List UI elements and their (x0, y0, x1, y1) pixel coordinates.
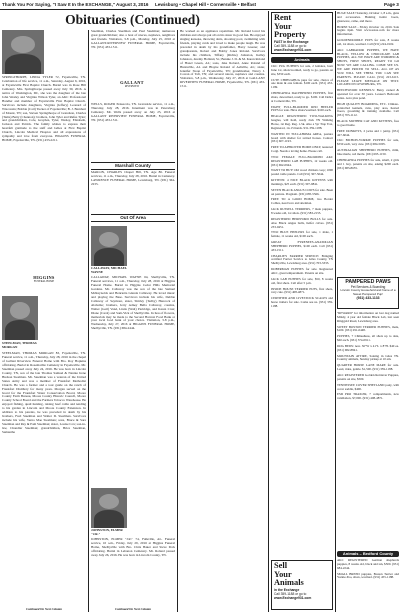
pampered-ad-sub: Pet Services & Boarding (350, 285, 386, 289)
classified-ad: GREAT PYRENEES-ANATOLIAN SHEPHERD PUPPIES, $100 each. Call (931) 433-1511. (271, 240, 333, 252)
steelman-obituary: STEELMAN, THOMAS MORGAN 83, Fayetteville, TN. Funeral service, 11 a.m., Thursday, July 28, 2016 in the chapel of Gallant Riverview Funeral Home with Bro. Roy Hopkins officiating. Burial in Rosemarble Cemetery in Fayetteville. Mr. Steelman passed away July 24, 2016. He was born in Lincoln County, TN, son of the late Thomas Samuel & Nannie Irene Hudson Steelman. Mr. Steelman was a veteran of the United States Army and was a member of Frankfort Methodist Church. He was a farmer and a tour guide on the ranch of Frankfort Distillery for many years. Morgan served on the board for the Frankfort Water Conservation Board, Moore County Farm Bureau, Moore County Historic Council, Moore County School Board and the Farmers Tobacco Warehouse. He enjoyed fishing, quail hunting, raising beef cattle and tending to his garden in Lincoln and Moore County Extension. In addition to his parents, he was preceded in death by his brothers, Fred Steelman and Walter D. Steelman. Survivors include his wife, Verna Mae Steelman; sons, Bruce & Sara Steelman and Ray & Pam Steelman; sister, Louise Cox; son-in-law, Chandler Steelman; grandchildren, Brice Steelman, Samantha (2, 352, 86, 435)
sell-ad-line6: www.Exchange931.com (274, 595, 312, 600)
classified-ad: PUPPIES, 7 Chihuahuas, all shots up to date, $60 each. (931) 374-0911. (337, 334, 399, 343)
classified-ad: DOBERMAN PUPPIES for sale. Registered AKC, great temperament. Parents on site. (271, 267, 333, 275)
classified-ad: CUTE CHIHUAHUA pups for sale, choice of one male & one female. $100 each. (931) 433-1199. (271, 77, 333, 90)
sell-ad-line1: Sell (274, 561, 288, 570)
higgins-funeral-home-logo (14, 275, 74, 293)
rent-ad-line1: Rent (274, 13, 292, 22)
classified-ad: ESD PRO TRAILER, 7 compartments, new ventilation, $7,000. (931) 408-4871. (337, 392, 399, 401)
classified-ad: CKC PUG PUPPIES for sale, 2 females, born June 1st, shots/wormed, ready to go, parents on site, $350 each. (271, 65, 333, 76)
classified-ad: CERTIFIED AND LIVESTOCK SCALES and horse trailers for sale. Come see us. (931) 359-1188. (271, 296, 333, 308)
pampered-paws-ad (337, 277, 399, 309)
marlin-obituary: MARLIN, CHARLES Chapel Hill, TN. Age 86. Funeral services, 11 a.m., Thursday, July 28, 2016. Burial in Cemetery. LAWRENCE FUNERAL HOME, Lewisburg, TN. (931) 364-2235. (91, 171, 175, 186)
classified-ad: CHIHUAHUA PUPPIES for sale, small, 2 girls and 1 boy, parents on site, asking $200 each. (931) 683-8655. (337, 157, 399, 170)
classified-ad: JACK LAB PUPPIES for sale, $50, 8 weeks old, first shots. Call after 5 p.m. (271, 276, 333, 285)
classified-ad: FREE TO APPROVED HOME ONLY, neutered Corgi. Needs a loving home. Please call. (271, 145, 333, 154)
johnston-obituary: JOHNSTON, ELMER "J.R." 74, Fulkville, AL. Funeral service, 10 a.m., Friday, July 29, 2016 at Higgins Funeral Home, Shelbyville with Bro. Chris Baker and Steve Peck officiating. Burial in Lebanon Cemetery. Mr. Roland passed away July 26, 2016. He was born in Lincoln County, TN. (91, 538, 175, 557)
johnston-obituary-cont: He worked as an appliance repairman. Mr. Roland loved his children and always put all on his sister in good fun. He enjoyed singing karaoke, throwing darts, shooting pool, swimming with friends, playing cards and loved to make people laugh. He was preceded in death by his grandfather, Harry Greene; and grandparents, Robert and Bobby Jones Roland. Survivors include his children, Tiffany (Richie) Johnston, Kelley Johnston, Jeremy Holland, Sr.; Bennie J. D. & M. Karen Roland of Hazel Green, AL; sons, Jake Roland, Anne Roland of Huntsville, AL and Blayne Roland of Ashville, AL; sister, Jennifer Sloan of Fayetteville, TN; grandmother, Nancy J. Cowan of Taft, TN; and several nieces, nephews and cousins. Visitation, 5-8 p.m., Wednesday, July 27, 2016 at GALLANT RIVERVIEW FUNERAL HOME, Fayetteville, TN. (931) 433-1511. (180, 30, 265, 89)
classified-ad: AKC REGISTERED German shepherds puppies, 8 weeks old, black and tan, $500. (931) 684-2244. (337, 559, 399, 570)
classified-ad: SWEET BOSTON TERRIER PUPPIES, male, $100. (931) 291-0448. (337, 324, 399, 333)
springthorpe-photo (2, 30, 44, 74)
classified-ad: SMALL BREED puppies, Boston Terrier and Yorkie-Poo, shots, wormed. (931) 455-1188. (337, 571, 399, 580)
classified-ad: HORSE SALE - Friday October 14, 2016. Sale begins 6pm. Visit www.texas.com for more information. (337, 24, 399, 37)
higgins-logo-name: HIGGINS (33, 275, 55, 280)
pampered-ad-phone: (931) 433-1133 (356, 296, 380, 301)
column-divider (88, 30, 89, 612)
springthorpe-obituary: SPRINGTHORPE, LINDA TYLER 72, Fayetteville, TN. Celebration of life service, 11 a.m., Saturday, August 6, 2016, at Fayetteville First Baptist Church. Burial was in Rose Hill Cemetery. Mrs. Springthorpe passed away July 30, 2016. A native of Washington, DC, she was the daughter of the late John Wesley and Virginia Wilson Tyler, an AKC Professional Handler and member of Fayetteville First Baptist Church. Survivors include daughters, Virginia (Jeffery) Leonard of Wisconsin; Bobbie (Carl) Tucker of Fayetteville; B. J. Barnhart of Mount, TN; son, Steven Springthorpe of Grandson, Charles (Tama) Betty (Channon); brothers, John Tyler and Rufus Tyler; and grandchildren, Cole, Grayden, Tyler, Wesley, Elizabeth, Jackson and Patrick. The family wishes to express their heartfelt gratitude to the staff and ladies at First Baptist Church, Lincoln Medical Hospice and all expressions of sympathy and love from everyone. HIGGINS FUNERAL HOME, Fayetteville, TN. (931) 433-2211. (2, 76, 86, 143)
classified-ad: REGISTERED HEREFORD BULLS for sale. Also Black Angus bulls, heifer calves. (931) 233-0451. (271, 216, 333, 229)
section-divider (268, 11, 269, 612)
classified-ad: WANTED IN TULLAHOMA AREA, pasture board with shelter for retired horses. Contact (931) 607-1193. (271, 131, 333, 144)
animals-heading: Animals (271, 57, 333, 63)
animals-classifieds-col5 (337, 12, 399, 274)
obituaries-title: Obituaries (Continued) (65, 12, 200, 27)
column-divider (335, 11, 336, 612)
rent-ad-line2: Your (274, 21, 292, 31)
page-header-center: Lewisburg • Chapel Hill • Cornersville • Belfast (155, 2, 257, 7)
sell-ad-line3: Animals (274, 578, 304, 587)
pampered-ad-desc: Lincoln County Household and home of a Sweet Pampered Pup! (340, 288, 396, 296)
steelman-caption: STEELMAN, THOMAS MORGAN (2, 341, 37, 349)
pampered-ad-title: PAMPERED PAWS (345, 279, 391, 285)
classified-ad: AKC LABRADOR PUPPIES, WE HAVE BLACK, YELLOW & CHOCOLATE LAB PUPPIES, ALL WE HAVE ARE WORMED & SHOTS, FIRST SHOTS, READY TO GO NOW. WE ARE CALLING. COME SEE US. WE ARE PRICED TO SELL. ALL OF AS YOU WILL SEE THEM. YOU CAN SEE PARENTS. PLEASE CALL (931) 223-6115. PLEASE LEAVE MESSAGE ON TEXT. LOCATED IN LEWISBURG, TN. (337, 47, 399, 87)
classified-ad: HUGE SALE! Saturday, October 1, 8 a.m., guns and accessories. Hunting items: boots, glassware, camo, and more. (337, 12, 399, 23)
classified-ad: CHARLIE'S FARRIER SERVICE: Bringing certified Farrier Service to Giles County, TN Shelbyville, Lewisburg area. (931) 703-3333. (271, 253, 333, 266)
classified-ad: FREE TO A GOOD HOME, two Border Collies, need love and attention. (271, 197, 333, 206)
classified-ad: SEVEN BLACK ANGUS COWS for sale. Been on pasture. Pregnant. (931) 685-5566. (271, 187, 333, 196)
marshall-county-heading: Marshall County (91, 162, 175, 170)
classified-ad: QUARTER HORSE LANE MARE for sale. Lead, rides, gentle. $1,500. (931) 359-1188. (337, 363, 399, 372)
classified-ad: HIGH QUALITY BOARDING, ETC. Climate-controlled kennels, runs, play area, heated floors, grooming & training available. Call (931) 703-1112. (337, 101, 399, 118)
classified-ad: BEAGLE REGISTERED TWO-WALKING beagles, will hold, ready 2wk TN Walking Horse, 1st Reg. Reg. 1-5k. Also a 5yr Trap Trot, Registered, 14-15 hands. 931-359-1188. (271, 114, 333, 130)
continued-note-col1: Continued On Next Column (25, 607, 63, 611)
steelman-obituary-cont: Steelman, Charlee Steelman and Paul Steelman; numerous great grandchildren; also a host of nieces, nephews, neighbors and friends. Visitation, 3-8 p.m., Monday, July 25, 2016 at GALLANT-RIVERVIEW FUNERAL HOME, Fayetteville, TN. (931) 433-1511. (91, 30, 175, 49)
sell-ad-line4: in the Exchange (274, 587, 300, 592)
johnston-photo (91, 488, 127, 528)
rent-your-property-ad (271, 12, 333, 54)
classified-ad: BEECHWOOD KENNELS: Betsy owned & operated for over 30 years. Lessee's Bedroom suites. Acre plus pond. (337, 88, 399, 100)
classified-ad: KITTENS: 4 NICE BLACK KITTENS with markings, $25 each. (931) 307-9841. (271, 178, 333, 186)
animals-bedford-heading: Animals – Bedford County (337, 551, 399, 557)
classified-ad: TWO FEMALE FULL-BLOODED AKC REGISTERED LAB PUPPIES, 12 weeks old. (931) 692-0944. (271, 154, 333, 167)
classified-ad: TWO BLUE HEELERS for sale, 1 male, 1 female, 11 weeks old, $100 each. (271, 230, 333, 239)
callaway-obituary: CALLAWAY, MICHAEL WAYNE 64, Shelbyville, TN. Funeral services, 11 a.m., Thursday, July 28, 2016 at Higgins Funeral Home. Burial in Higgins Cedar Hills Memorial Gardens. Mr. Callaway was the son of the late Samuel McReynolds and Henrietta Glenda Callaway. He loved music and playing the Base. Survivors include his wife, Debbie Callaway of Seymour, sister, Shirley (Tedby) Hancock of Alabama; brothers, Jerry Adney Bella Callaway, cousins, Walter (Gail) Vand, Linda (Walt) Partridge, and Karen Cruz; Diane (Carol) and Sam-Vick of Shelbyville. In lieu of flowers, memorials may be made to the Second Harvest Food Bank or your local food bank of your choice. Visitation, 3-8 p.m., Wednesday, July 27, 2016 at HIGGINS FUNERAL HOME, Shelbyville, TN. (931) 684-2444. (91, 276, 175, 331)
animals-classifieds (271, 65, 333, 555)
classified-ad: CHIHUAHUA DACHSHUND PUPPIES, first shots, dewormed, ready to go. $100. Call Debra at Cornersville, TN. (271, 91, 333, 103)
classified-ad: BLACK MOTHER CAT AND KITTENS, free to good home. (337, 119, 399, 127)
classified-ad: DOG BEDS: new. 36"W x 41"L x 8"H. $40 ea. (931) 682-8841. (337, 343, 399, 352)
classified-ad: JACK RUSSELL TERRIERS, 7 male puppies, 8 weeks old, 1st shots. (931) 583-2155. (271, 207, 333, 215)
animals-classifieds-col5b (337, 312, 399, 548)
callaway-photo (91, 226, 127, 266)
classified-ad: EIGHT FULL-BLOODED RED HEELER PUPS for sale. Have shots/wormed. $100 each. (271, 104, 333, 113)
gallant-logo-sub: RIVERVIEW (124, 85, 140, 88)
rent-ad-line5: Call 359-1188 or go to (274, 43, 307, 48)
higgins-logo-sub: FUNERAL HOME (33, 280, 55, 283)
gallant-logo-name: GALLANT (120, 80, 144, 85)
johnston-caption: JOHNSTON, ELMER "J.R." (91, 528, 123, 536)
sell-ad-line5: Call 359-1188 or go to (274, 591, 307, 596)
classified-ad: MOUNTAIN ATTIRE, Saleing in Giles TN. Country animals, Sunday pickup at 10 am. (337, 353, 399, 362)
classified-ad: GOLDENDOODLE PUPS for sale, 8 weeks old, 1st shots, wormed. Call (931) 224-0102. (337, 38, 399, 46)
page-number: Page 3 (384, 2, 399, 7)
sell-your-animals-ad (271, 560, 333, 610)
classified-ad: AUSTRALIAN SHEPHERD PUPPIES, mini, blue merle, red merle. (931) 695-1150. (337, 148, 399, 156)
out-of-area-heading: Out Of Area (91, 214, 175, 222)
bedford-classifieds (337, 559, 399, 611)
rent-ad-line6: www.Exchange931.com (274, 47, 312, 52)
continued-note-col2: Continued On Next Column (114, 607, 152, 611)
classified-ad: "REWARD" for information on lost dog named Mindy, 4 year old female Black Lab, last seen Ringgold Road, Lewisburg area. (337, 312, 399, 323)
callaway-caption: CALLAWAY, MICHAEL WAYNE (91, 266, 127, 274)
classified-ad: AKC REGISTERED Golden Retriever Puppies, parents on site, $500. (337, 372, 399, 381)
rent-ad-line3: Property (274, 30, 306, 39)
classified-ad: CKC BICHON-YORKIE PUPPIES for sale, $550 each, very cute. (931) 684-5005. (337, 138, 399, 147)
gallant-riverview-logo (105, 80, 159, 100)
classified-ad: TENNESSEE COVER SHETLAND pony, with cover saddle, $400. (337, 382, 399, 391)
classified-ad: INSIDE HOUSE TERRIER PUPS, first shots, very cute. (931) 408-4871. (271, 286, 333, 295)
steelman-photo (2, 296, 38, 340)
wells-obituary: WELLS, ROGER Pensacola, TN. Graveside service, 11 a.m., Thursday, July 28, 2016. Interment was in Petersburg Cemetery. Mr. Wells passed away on July 25, 2016 at GALLANT RIVERVIEW FUNERAL HOME, Fayetteville, TN. (931) 433-1511. (91, 103, 175, 122)
page-header-left: Thank You For Saying, "I Saw It In the EXCHANGE," August 3, 2016 (2, 2, 149, 7)
classified-ad: FREE DONKEYS, 2 jacks and 1 jenny. (931) 427-6044. (337, 128, 399, 137)
classified-ad: WANT TO BUY: Old wood chicken coop; 1000 pound cattle panels. Call (931) 307-5044. (271, 168, 333, 177)
column-divider (177, 30, 178, 612)
rent-ad-line4: FAST in the Exchange (274, 39, 309, 44)
header-rule (0, 9, 400, 10)
sell-ad-line2: Your (274, 569, 292, 579)
